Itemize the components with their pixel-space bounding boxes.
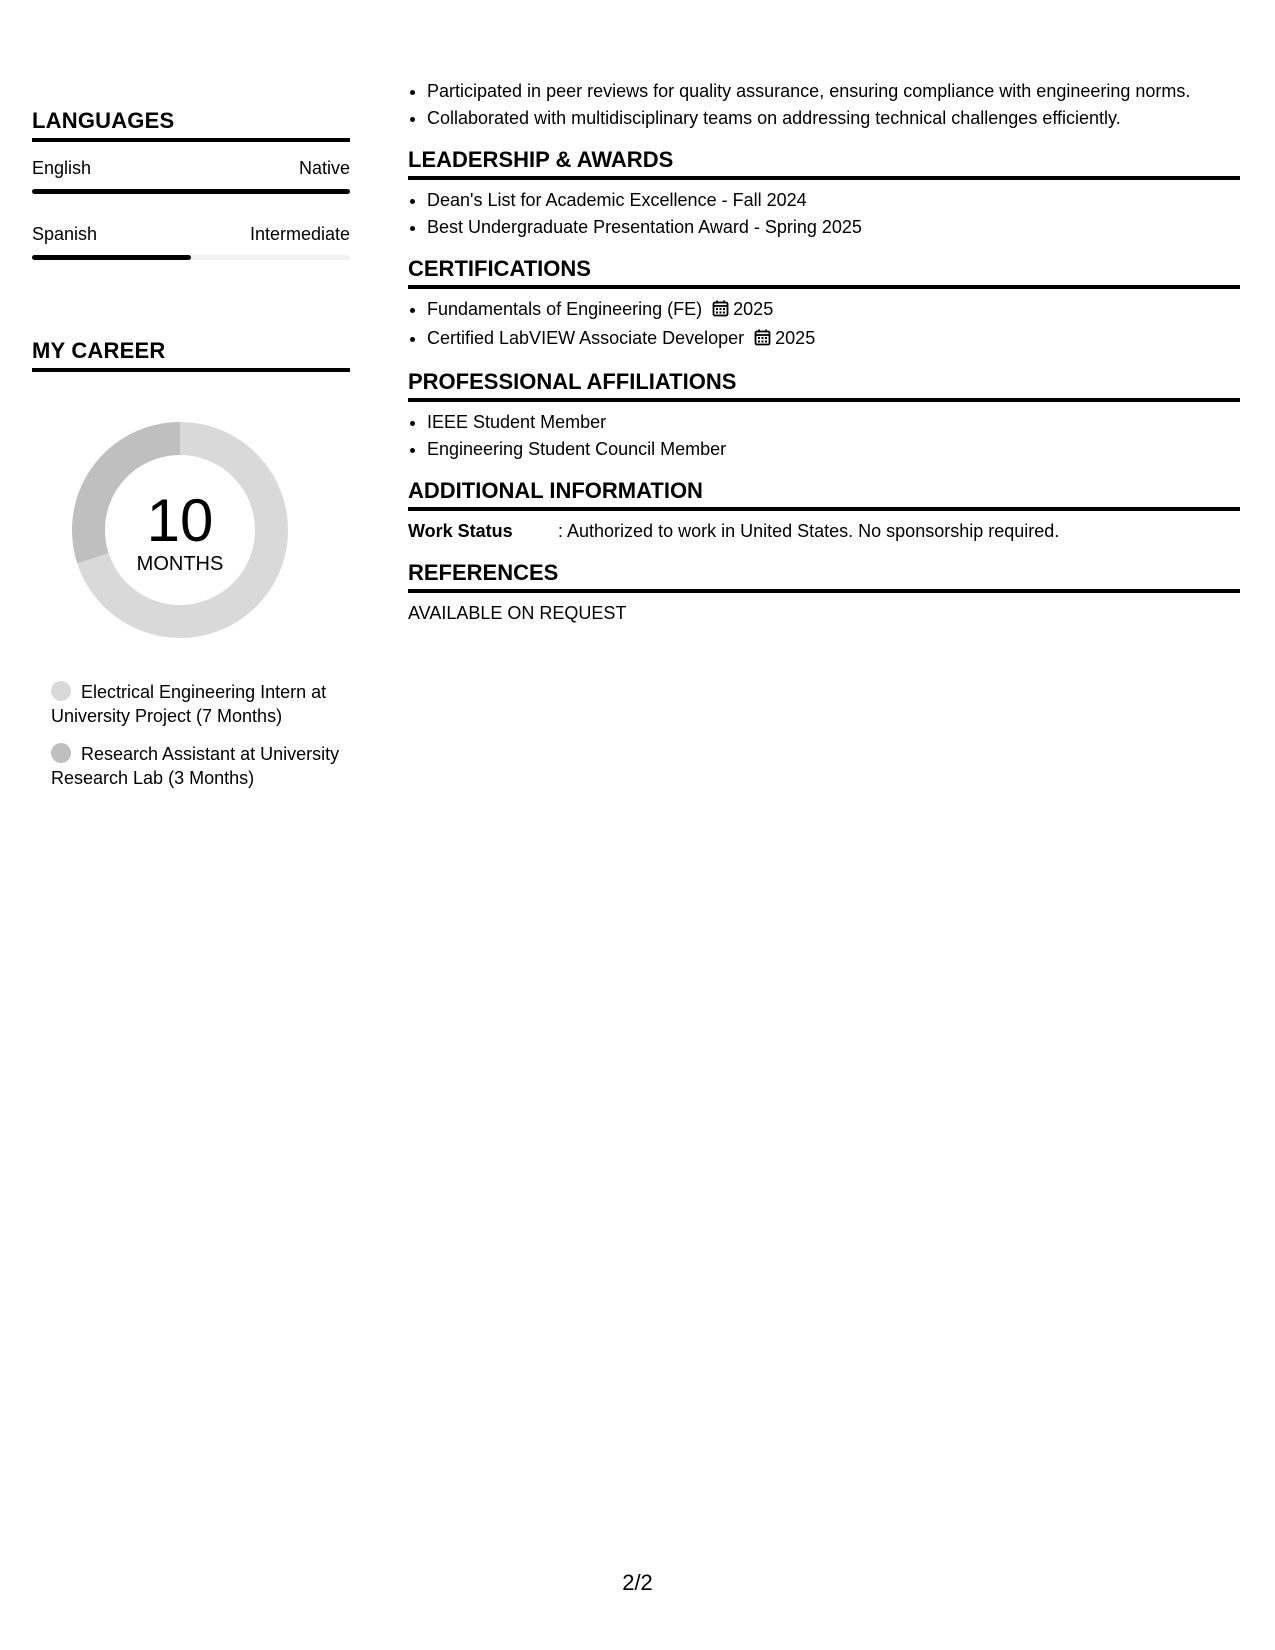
affiliations-section bbox=[408, 369, 1240, 463]
references-title: REFERENCES bbox=[408, 560, 1240, 593]
legend-dot bbox=[51, 743, 71, 763]
languages-section bbox=[32, 108, 350, 260]
language-proficiency-bar bbox=[32, 255, 350, 260]
list-item: • Dean's List for Academic Excellence - Fall 2024 bbox=[427, 187, 1240, 214]
certification-name: Fundamentals of Engineering (FE) bbox=[427, 299, 703, 319]
calendar-icon bbox=[754, 327, 771, 354]
career-section bbox=[32, 338, 350, 790]
legend-item bbox=[51, 742, 341, 790]
certifications-title: CERTIFICATIONS bbox=[408, 256, 1240, 289]
list-item bbox=[427, 325, 1240, 354]
list-item: • Participated in peer reviews for quality assurance, ensuring compliance with engineering norms. bbox=[427, 78, 1240, 105]
language-proficiency-fill bbox=[32, 189, 350, 194]
career-total-value: 10 bbox=[146, 486, 214, 554]
languages-title: LANGUAGES bbox=[32, 108, 350, 142]
leadership-section bbox=[408, 147, 1240, 241]
language-name: Spanish bbox=[32, 224, 98, 244]
language-item bbox=[32, 224, 350, 260]
language-level: Intermediate bbox=[249, 224, 350, 244]
left-column bbox=[32, 108, 350, 804]
language-proficiency-fill bbox=[32, 255, 191, 260]
legend-label: Research Assistant at University Research Lab (3 Months) bbox=[51, 744, 340, 788]
affiliations-title: PROFESSIONAL AFFILIATIONS bbox=[408, 369, 1240, 402]
career-donut-chart bbox=[66, 416, 294, 644]
language-level: Native bbox=[298, 158, 350, 178]
donut-center bbox=[66, 416, 294, 644]
calendar-icon bbox=[712, 298, 729, 325]
right-column bbox=[408, 78, 1240, 627]
legend-item bbox=[51, 680, 341, 728]
leadership-title: LEADERSHIP & AWARDS bbox=[408, 147, 1240, 180]
certifications-section bbox=[408, 256, 1240, 354]
additional-info-title: ADDITIONAL INFORMATION bbox=[408, 478, 1240, 511]
certification-name: Certified LabVIEW Associate Developer bbox=[427, 328, 745, 348]
additional-info-section bbox=[408, 478, 1240, 545]
career-legend bbox=[51, 680, 341, 790]
list-item: • Best Undergraduate Presentation Award - Spring 2025 bbox=[427, 214, 1240, 241]
page-number: 2/2 bbox=[622, 1570, 653, 1595]
work-status-row bbox=[408, 518, 1240, 545]
work-status-label: Work Status bbox=[408, 521, 513, 541]
references-text: AVAILABLE ON REQUEST bbox=[408, 603, 627, 623]
language-name: English bbox=[32, 158, 92, 178]
list-item: • Collaborated with multidisciplinary teams on addressing technical challenges efficiently. bbox=[427, 105, 1240, 132]
work-status-value: : Authorized to work in United States. No sponsorship required. bbox=[558, 521, 1060, 541]
certification-year: 2025 bbox=[775, 328, 816, 348]
language-item bbox=[32, 158, 350, 194]
list-item bbox=[427, 296, 1240, 325]
legend-label: Electrical Engineering Intern at University Project (7 Months) bbox=[51, 682, 327, 726]
references-section bbox=[408, 560, 1240, 627]
legend-dot bbox=[51, 681, 71, 701]
list-item: • Engineering Student Council Member bbox=[427, 436, 1240, 463]
experience-bullets bbox=[408, 78, 1240, 132]
language-proficiency-bar bbox=[32, 189, 350, 194]
list-item: • IEEE Student Member bbox=[427, 409, 1240, 436]
career-title: MY CAREER bbox=[32, 338, 350, 372]
certification-year: 2025 bbox=[733, 299, 774, 319]
career-total-unit: MONTHS bbox=[136, 552, 224, 575]
